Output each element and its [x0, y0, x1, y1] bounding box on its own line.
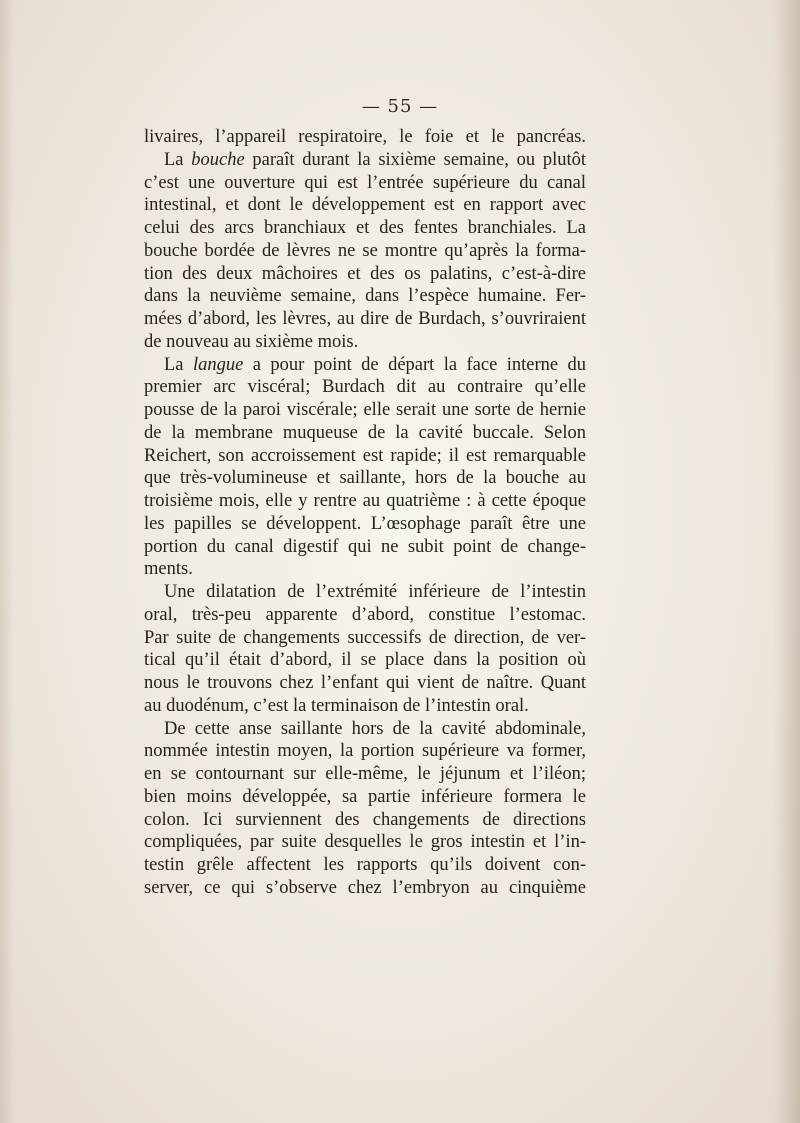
text-line: [144, 194, 586, 217]
text-run: nommée intestin moyen, la portion supérieure va former,: [144, 741, 586, 762]
text-run: intestinal, et dont le développement est en rapport avec: [144, 195, 586, 216]
text-line: [144, 217, 586, 240]
text-run: que très-volumineuse et saillante, hors de la bouche au: [144, 468, 586, 489]
text-run: La: [164, 354, 193, 375]
text-line: [144, 604, 586, 627]
text-run: nous le trouvons chez l’enfant qui vient de naître. Quant: [144, 673, 586, 693]
text-run: oral, très-peu apparente d’abord, constitue l’estomac.: [144, 604, 586, 625]
text-run: livaires, l’appareil respiratoire, le foie et le pancréas.: [144, 127, 586, 147]
text-run: bien moins développée, sa partie inférieure formera le: [144, 786, 586, 807]
text-run: en se contournant sur elle-même, le jéjunum et l’iléon;: [144, 764, 586, 784]
text-run: ments.: [144, 559, 193, 580]
text-line: [144, 240, 586, 263]
text-run: colon. Ici surviennent des changements de directions: [144, 809, 586, 830]
text-run: La: [164, 149, 192, 170]
text-run: paraît durant la sixième semaine, ou plutôt: [244, 149, 586, 170]
text-run: testin grêle affectent les rapports qu’ils doivent con-: [144, 855, 586, 875]
text-run: pousse de la paroi viscérale; elle serait une sorte de hernie: [144, 400, 586, 420]
text-run: Reichert, son accroissement est rapide; il est remarquable: [144, 445, 586, 466]
text-line: [144, 763, 586, 786]
page-edge-shadow-left: [0, 0, 14, 1123]
italic-term: langue: [192, 354, 244, 375]
text-run: de la membrane muqueuse de la cavité buccale. Selon: [144, 422, 586, 443]
text-run: Une dilatation de l’extrémité inférieure de l’intestin: [164, 582, 586, 602]
page-edge-shadow-right: [774, 0, 800, 1123]
text-line: [144, 558, 586, 581]
text-run: mées d’abord, les lèvres, au dire de Burdach, s’ouvriraient: [144, 309, 586, 329]
text-run: portion du canal digestif qui ne subit point de change-: [144, 536, 586, 557]
text-line: [144, 285, 586, 308]
text-line: [144, 490, 586, 513]
text-line: [144, 445, 586, 468]
text-line: [144, 831, 586, 854]
text-run: premier arc viscéral; Burdach dit au contraire qu’elle: [144, 377, 586, 398]
page-number: — 55 —: [361, 96, 439, 117]
text-line: [144, 376, 586, 399]
text-run: tion des deux mâchoires et des os palatins, c’est-à-dire: [144, 263, 586, 284]
text-run: server, ce qui s’observe chez l’embryon au cinquième: [144, 877, 586, 898]
text-line: [144, 513, 586, 536]
text-line: [144, 809, 586, 832]
text-line: [144, 467, 586, 490]
text-run: a pour point de départ la face interne du: [243, 354, 587, 375]
text-line: [144, 740, 586, 763]
text-run: bouche bordée de lèvres ne se montre qu’après la forma-: [144, 240, 586, 261]
text-line: [144, 308, 586, 331]
body-text: [144, 126, 586, 900]
text-line: [144, 854, 586, 877]
text-run: au duodénum, c’est la terminaison de l’intestin oral.: [144, 695, 529, 716]
text-line: [144, 172, 586, 195]
text-run: De cette anse saillante hors de la cavité abdominale,: [164, 718, 586, 739]
text-line: [144, 422, 586, 445]
text-run: compliquées, par suite desquelles le gros intestin et l’in-: [144, 832, 586, 853]
text-run: Par suite de changements successifs de direction, de ver-: [144, 627, 586, 648]
text-line: [144, 672, 586, 695]
text-run: celui des arcs branchiaux et des fentes branchiales. La: [144, 218, 586, 238]
italic-term: bouche: [191, 149, 245, 170]
text-line: [144, 786, 586, 809]
text-run: c’est une ouverture qui est l’entrée supérieure du canal: [144, 172, 586, 193]
text-run: troisième mois, elle y rentre au quatrième : à cette époque: [144, 491, 586, 511]
text-line: [144, 649, 586, 672]
text-line: [144, 149, 586, 172]
text-line: [144, 263, 586, 286]
text-line: [144, 331, 586, 354]
text-run: dans la neuvième semaine, dans l’espèce humaine. Fer-: [144, 286, 586, 307]
text-line: [144, 399, 586, 422]
text-line: [144, 695, 586, 718]
text-line: [144, 126, 586, 149]
text-line: [144, 354, 586, 377]
text-line: [144, 581, 586, 604]
text-line: [144, 718, 586, 741]
text-line: [144, 877, 586, 900]
text-run: de nouveau au sixième mois.: [144, 331, 359, 352]
text-line: [144, 627, 586, 650]
text-line: [144, 536, 586, 559]
text-run: tical qu’il était d’abord, il se place dans la position où: [144, 650, 586, 671]
text-run: les papilles se développent. L’œsophage paraît être une: [144, 513, 586, 534]
